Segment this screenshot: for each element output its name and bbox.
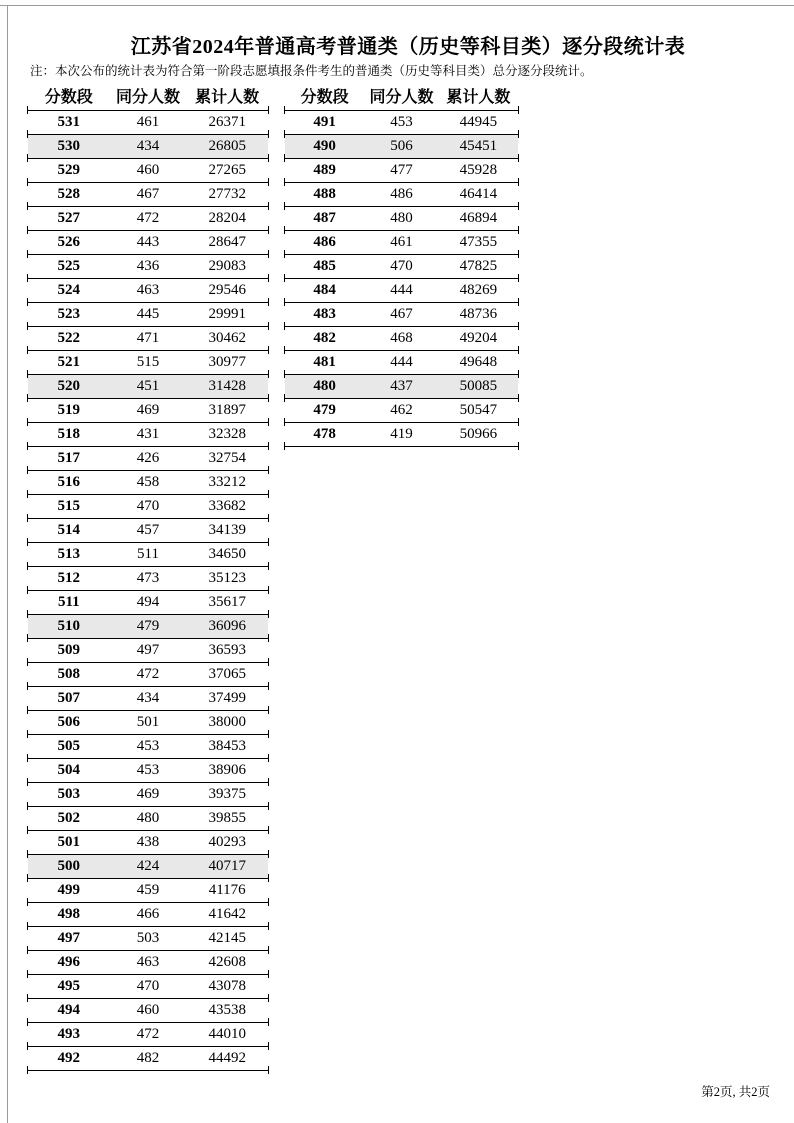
table-row <box>28 855 268 879</box>
cumulative-count-cell: 29546 <box>208 282 246 298</box>
table-row <box>28 903 268 927</box>
cumulative-count-cell: 36593 <box>208 642 246 658</box>
cumulative-count-cell: 45451 <box>459 138 498 154</box>
score-range-cell: 512 <box>57 570 81 586</box>
table-header <box>28 86 268 111</box>
table-row <box>285 111 518 135</box>
table-row <box>285 183 518 207</box>
score-range-cell: 485 <box>313 258 336 274</box>
table-row <box>28 1023 268 1047</box>
table-row <box>28 615 268 639</box>
cumulative-count-cell: 47355 <box>459 234 498 250</box>
table-header <box>285 86 518 111</box>
table-row <box>28 327 268 351</box>
page-border-left <box>7 5 8 1123</box>
same-score-count-cell: 480 <box>390 210 413 226</box>
score-range-cell: 519 <box>57 402 81 418</box>
same-score-count-cell: 470 <box>390 258 413 274</box>
cumulative-count-cell: 46894 <box>459 210 498 226</box>
same-score-count-cell: 431 <box>136 426 160 442</box>
score-range-cell: 530 <box>57 138 81 154</box>
table-body <box>28 111 268 1071</box>
cumulative-count-cell: 31428 <box>208 378 246 394</box>
score-range-cell: 495 <box>57 978 81 994</box>
table-row <box>28 255 268 279</box>
cumulative-count-cell: 33212 <box>208 474 246 490</box>
same-score-count-cell: 462 <box>390 402 413 418</box>
same-score-count-cell: 469 <box>136 402 160 418</box>
table-row <box>28 735 268 759</box>
page-title: 江苏省2024年普通高考普通类（历史等科目类）逐分段统计表 <box>130 36 686 58</box>
score-range-cell: 478 <box>313 426 336 442</box>
score-range-cell: 508 <box>57 666 81 682</box>
score-range-cell: 525 <box>57 258 81 274</box>
page-border-top <box>0 5 794 6</box>
cumulative-count-cell: 44492 <box>208 1050 246 1066</box>
note-text: 注：本次公布的统计表为符合第一阶段志愿填报条件考生的普通类（历史等科目类）总分逐分段统计。 <box>30 64 593 78</box>
table-row <box>28 519 268 543</box>
cumulative-count-cell: 48269 <box>459 282 498 298</box>
same-score-count-cell: 477 <box>390 162 413 178</box>
same-score-count-cell: 501 <box>136 714 160 730</box>
same-score-count-cell: 461 <box>136 114 160 130</box>
score-range-cell: 522 <box>57 330 81 346</box>
score-range-cell: 487 <box>313 210 336 226</box>
same-score-count-cell: 506 <box>390 138 413 154</box>
same-score-count-cell: 471 <box>136 330 160 346</box>
table-row <box>28 807 268 831</box>
same-score-count-cell: 451 <box>136 378 160 394</box>
score-range-cell: 501 <box>57 834 81 850</box>
table-row <box>285 423 518 447</box>
cumulative-count-cell: 45928 <box>459 162 498 178</box>
cumulative-count-cell: 49648 <box>459 354 498 370</box>
score-range-cell: 494 <box>57 1002 81 1018</box>
page-indicator: 第2页, 共2页 <box>701 1085 770 1099</box>
cumulative-count-cell: 34650 <box>208 546 246 562</box>
score-range-cell: 520 <box>57 378 81 394</box>
table-row <box>28 639 268 663</box>
score-range-cell: 523 <box>57 306 81 322</box>
cumulative-count-cell: 48736 <box>459 306 498 322</box>
score-range-cell: 513 <box>57 546 81 562</box>
score-range-cell: 511 <box>57 594 80 610</box>
cumulative-count-cell: 39855 <box>208 810 246 826</box>
table-row <box>285 375 518 399</box>
cumulative-count-cell: 36096 <box>208 618 246 634</box>
table-row <box>285 255 518 279</box>
table-row <box>28 831 268 855</box>
cumulative-count-cell: 44945 <box>459 114 498 130</box>
score-range-cell: 479 <box>313 402 336 418</box>
table-row <box>28 951 268 975</box>
table-row <box>28 711 268 735</box>
score-range-cell: 526 <box>57 234 81 250</box>
cumulative-count-cell: 32328 <box>208 426 246 442</box>
cumulative-count-cell: 35123 <box>208 570 246 586</box>
cumulative-count-cell: 43078 <box>208 978 246 994</box>
table-row <box>28 927 268 951</box>
score-range-cell: 484 <box>313 282 336 298</box>
score-range-cell: 514 <box>57 522 81 538</box>
score-range-cell: 489 <box>313 162 336 178</box>
table-row <box>28 135 268 159</box>
cumulative-count-cell: 41176 <box>208 882 246 898</box>
score-range-cell: 491 <box>313 114 336 130</box>
score-range-cell: 486 <box>313 234 336 250</box>
score-range-cell: 498 <box>57 906 81 922</box>
same-score-count-cell: 494 <box>136 594 160 610</box>
same-score-count-cell: 437 <box>390 378 413 394</box>
score-range-cell: 531 <box>57 114 81 130</box>
table-row <box>28 879 268 903</box>
same-score-count-cell: 515 <box>136 354 160 370</box>
table-row <box>28 759 268 783</box>
score-table-right <box>285 86 518 447</box>
same-score-count-cell: 436 <box>136 258 160 274</box>
same-score-count-cell: 468 <box>390 330 413 346</box>
score-range-cell: 496 <box>57 954 81 970</box>
table-row <box>28 471 268 495</box>
same-score-count-cell: 467 <box>390 306 413 322</box>
same-score-count-cell: 469 <box>136 786 160 802</box>
cumulative-count-cell: 27265 <box>208 162 246 178</box>
table-row <box>28 399 268 423</box>
cumulative-count-cell: 50547 <box>459 402 498 418</box>
score-range-cell: 500 <box>57 858 81 874</box>
score-range-cell: 528 <box>57 186 81 202</box>
same-score-count-cell: 511 <box>137 546 159 562</box>
score-range-cell: 504 <box>57 762 81 778</box>
score-range-cell: 506 <box>57 714 81 730</box>
score-range-cell: 529 <box>57 162 81 178</box>
same-score-count-cell: 424 <box>136 858 160 874</box>
column-header-score-range: 分数段 <box>300 89 349 106</box>
same-score-count-cell: 459 <box>136 882 160 898</box>
same-score-count-cell: 443 <box>136 234 160 250</box>
cumulative-count-cell: 43538 <box>208 1002 246 1018</box>
table-row <box>285 303 518 327</box>
table-row <box>28 567 268 591</box>
same-score-count-cell: 460 <box>136 1002 160 1018</box>
score-range-cell: 517 <box>57 450 81 466</box>
cumulative-count-cell: 37499 <box>208 690 246 706</box>
cumulative-count-cell: 34139 <box>208 522 246 538</box>
table-row <box>285 279 518 303</box>
table-row <box>28 231 268 255</box>
cumulative-count-cell: 47825 <box>459 258 498 274</box>
score-range-cell: 505 <box>57 738 81 754</box>
same-score-count-cell: 458 <box>136 474 160 490</box>
table-row <box>28 423 268 447</box>
same-score-count-cell: 444 <box>390 354 413 370</box>
cumulative-count-cell: 40717 <box>208 858 246 874</box>
table-row <box>285 399 518 423</box>
score-range-cell: 507 <box>57 690 81 706</box>
same-score-count-cell: 461 <box>390 234 413 250</box>
cumulative-count-cell: 44010 <box>208 1026 246 1042</box>
table-row <box>28 543 268 567</box>
same-score-count-cell: 438 <box>136 834 160 850</box>
table-row <box>285 159 518 183</box>
same-score-count-cell: 463 <box>136 954 160 970</box>
table-row <box>285 351 518 375</box>
cumulative-count-cell: 38906 <box>208 762 246 778</box>
score-range-cell: 483 <box>313 306 336 322</box>
table-row <box>28 999 268 1023</box>
column-header-cumulative-count: 累计人数 <box>446 89 511 106</box>
column-header-same-score-count: 同分人数 <box>115 89 180 106</box>
cumulative-count-cell: 39375 <box>208 786 246 802</box>
same-score-count-cell: 467 <box>136 186 160 202</box>
score-range-cell: 493 <box>57 1026 81 1042</box>
same-score-count-cell: 426 <box>136 450 160 466</box>
score-range-cell: 481 <box>313 354 336 370</box>
same-score-count-cell: 482 <box>136 1050 160 1066</box>
score-range-cell: 510 <box>57 618 81 634</box>
table-row <box>28 351 268 375</box>
table-row <box>285 207 518 231</box>
score-range-cell: 518 <box>57 426 81 442</box>
table-row <box>28 495 268 519</box>
cumulative-count-cell: 41642 <box>208 906 246 922</box>
same-score-count-cell: 497 <box>136 642 160 658</box>
column-header-same-score-count: 同分人数 <box>369 89 434 106</box>
score-range-cell: 503 <box>57 786 81 802</box>
cumulative-count-cell: 30462 <box>208 330 246 346</box>
score-range-cell: 509 <box>57 642 81 658</box>
cumulative-count-cell: 28647 <box>208 234 246 250</box>
same-score-count-cell: 486 <box>390 186 413 202</box>
score-range-cell: 482 <box>313 330 336 346</box>
table-row <box>28 303 268 327</box>
same-score-count-cell: 472 <box>136 210 160 226</box>
cumulative-count-cell: 49204 <box>459 330 498 346</box>
table-row <box>28 159 268 183</box>
cumulative-count-cell: 29083 <box>208 258 246 274</box>
same-score-count-cell: 470 <box>136 498 160 514</box>
cumulative-count-cell: 40293 <box>208 834 246 850</box>
same-score-count-cell: 473 <box>136 570 160 586</box>
table-row <box>28 663 268 687</box>
same-score-count-cell: 444 <box>390 282 413 298</box>
cumulative-count-cell: 50966 <box>459 426 498 442</box>
same-score-count-cell: 453 <box>136 738 160 754</box>
table-row <box>28 375 268 399</box>
same-score-count-cell: 470 <box>136 978 160 994</box>
cumulative-count-cell: 26371 <box>208 114 246 130</box>
same-score-count-cell: 503 <box>136 930 160 946</box>
same-score-count-cell: 453 <box>136 762 160 778</box>
score-range-cell: 492 <box>57 1050 81 1066</box>
column-header-cumulative-count: 累计人数 <box>195 89 260 106</box>
score-range-cell: 488 <box>313 186 336 202</box>
score-range-cell: 499 <box>57 882 81 898</box>
cumulative-count-cell: 38453 <box>208 738 246 754</box>
cumulative-count-cell: 38000 <box>208 714 246 730</box>
cumulative-count-cell: 27732 <box>208 186 246 202</box>
score-range-cell: 497 <box>57 930 81 946</box>
cumulative-count-cell: 29991 <box>208 306 246 322</box>
table-row <box>28 279 268 303</box>
cumulative-count-cell: 33682 <box>208 498 246 514</box>
cumulative-count-cell: 26805 <box>208 138 246 154</box>
same-score-count-cell: 480 <box>136 810 160 826</box>
score-range-cell: 527 <box>57 210 81 226</box>
same-score-count-cell: 434 <box>136 138 160 154</box>
table-row <box>28 975 268 999</box>
same-score-count-cell: 445 <box>136 306 160 322</box>
cumulative-count-cell: 46414 <box>459 186 498 202</box>
table-row <box>28 1047 268 1071</box>
table-row <box>28 687 268 711</box>
table-row <box>28 207 268 231</box>
table-row <box>28 783 268 807</box>
same-score-count-cell: 460 <box>136 162 160 178</box>
same-score-count-cell: 472 <box>136 1026 160 1042</box>
table-row <box>28 447 268 471</box>
cumulative-count-cell: 37065 <box>208 666 246 682</box>
cumulative-count-cell: 50085 <box>459 378 498 394</box>
score-range-cell: 524 <box>57 282 81 298</box>
cumulative-count-cell: 31897 <box>208 402 246 418</box>
table-row <box>285 135 518 159</box>
same-score-count-cell: 419 <box>390 426 413 442</box>
score-range-cell: 515 <box>57 498 81 514</box>
same-score-count-cell: 434 <box>136 690 160 706</box>
table-body <box>285 111 518 447</box>
table-row <box>285 327 518 351</box>
same-score-count-cell: 457 <box>136 522 160 538</box>
score-table-left <box>28 86 268 1071</box>
cumulative-count-cell: 32754 <box>208 450 246 466</box>
cumulative-count-cell: 42145 <box>208 930 246 946</box>
same-score-count-cell: 472 <box>136 666 160 682</box>
score-range-cell: 480 <box>313 378 336 394</box>
same-score-count-cell: 466 <box>136 906 160 922</box>
score-range-cell: 490 <box>313 138 336 154</box>
cumulative-count-cell: 35617 <box>208 594 246 610</box>
table-row <box>28 183 268 207</box>
same-score-count-cell: 479 <box>136 618 160 634</box>
score-range-cell: 502 <box>57 810 81 826</box>
table-row <box>28 591 268 615</box>
same-score-count-cell: 463 <box>136 282 160 298</box>
same-score-count-cell: 453 <box>390 114 413 130</box>
score-range-cell: 516 <box>57 474 81 490</box>
column-header-score-range: 分数段 <box>44 89 93 106</box>
cumulative-count-cell: 42608 <box>208 954 246 970</box>
cumulative-count-cell: 28204 <box>208 210 246 226</box>
table-row <box>285 231 518 255</box>
table-row <box>28 111 268 135</box>
score-range-cell: 521 <box>57 354 81 370</box>
cumulative-count-cell: 30977 <box>208 354 246 370</box>
